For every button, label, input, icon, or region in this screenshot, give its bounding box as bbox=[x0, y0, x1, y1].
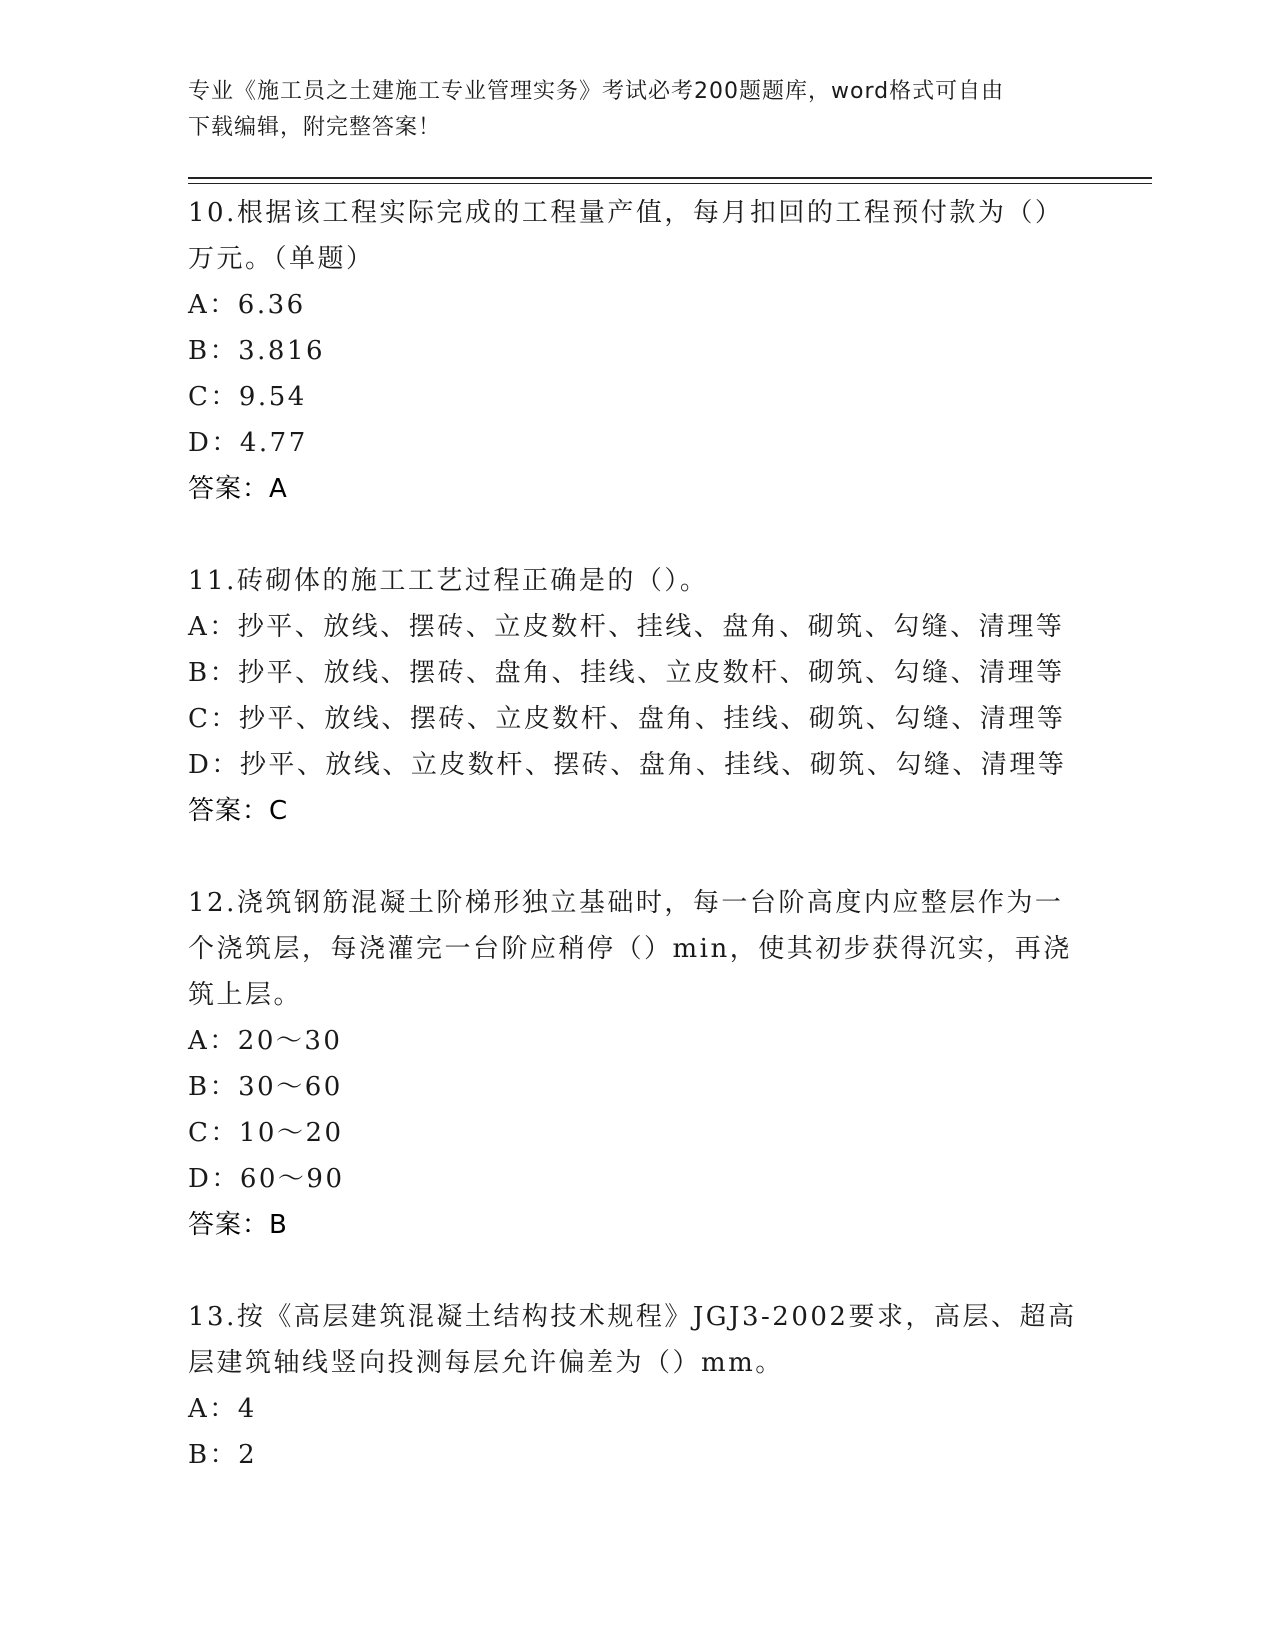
question-stem-line: 11.砖砌体的施工工艺过程正确是的（）。 bbox=[188, 566, 709, 596]
option-b: B：2 bbox=[188, 1440, 258, 1470]
header-line-1: 专业《施工员之土建施工专业管理实务》考试必考200题题库，word格式可自由 bbox=[188, 79, 1005, 104]
question-13 bbox=[188, 1294, 1088, 1478]
header-line-2: 下载编辑，附完整答案！ bbox=[188, 115, 442, 140]
answer-line: 答案：A bbox=[188, 474, 288, 504]
document-header bbox=[188, 74, 1088, 146]
question-stem-line: 层建筑轴线竖向投测每层允许偏差为（）mm。 bbox=[188, 1348, 784, 1378]
question-stem-line: 12.浇筑钢筋混凝土阶梯形独立基础时，每一台阶高度内应整层作为一 bbox=[188, 888, 1064, 918]
question-stem-line: 13.按《高层建筑混凝土结构技术规程》JGJ3-2002要求，高层、超高 bbox=[188, 1302, 1077, 1332]
option-b: B：抄平、放线、摆砖、盘角、挂线、立皮数杆、砌筑、勾缝、清理等 bbox=[188, 658, 1065, 688]
option-a: A：6.36 bbox=[188, 290, 306, 320]
question-stem-line: 个浇筑层，每浇灌完一台阶应稍停（）min，使其初步获得沉实，再浇 bbox=[188, 934, 1072, 964]
answer-line: 答案：C bbox=[188, 796, 289, 826]
answer-line: 答案：B bbox=[188, 1210, 288, 1240]
question-stem-line: 筑上层。 bbox=[188, 980, 303, 1010]
question-10 bbox=[188, 190, 1088, 512]
option-a: A：4 bbox=[188, 1394, 257, 1424]
option-a: A：20～30 bbox=[188, 1026, 343, 1056]
option-a: A：抄平、放线、摆砖、立皮数杆、挂线、盘角、砌筑、勾缝、清理等 bbox=[188, 612, 1065, 642]
question-stem-line: 10.根据该工程实际完成的工程量产值，每月扣回的工程预付款为（） bbox=[188, 198, 1064, 228]
option-d: D：4.77 bbox=[188, 428, 308, 458]
option-c: C：10～20 bbox=[188, 1118, 344, 1148]
option-b: B：30～60 bbox=[188, 1072, 343, 1102]
option-b: B：3.816 bbox=[188, 336, 326, 366]
option-d: D：抄平、放线、立皮数杆、摆砖、盘角、挂线、砌筑、勾缝、清理等 bbox=[188, 750, 1067, 780]
option-d: D：60～90 bbox=[188, 1164, 345, 1194]
header-divider-thin bbox=[188, 183, 1152, 184]
option-c: C：抄平、放线、摆砖、立皮数杆、盘角、挂线、砌筑、勾缝、清理等 bbox=[188, 704, 1066, 734]
option-c: C：9.54 bbox=[188, 382, 307, 412]
question-11 bbox=[188, 558, 1088, 834]
header-divider-thick bbox=[188, 177, 1152, 179]
question-12 bbox=[188, 880, 1088, 1248]
question-stem-line: 万元。（单题） bbox=[188, 244, 375, 274]
question-list bbox=[188, 190, 1088, 1524]
